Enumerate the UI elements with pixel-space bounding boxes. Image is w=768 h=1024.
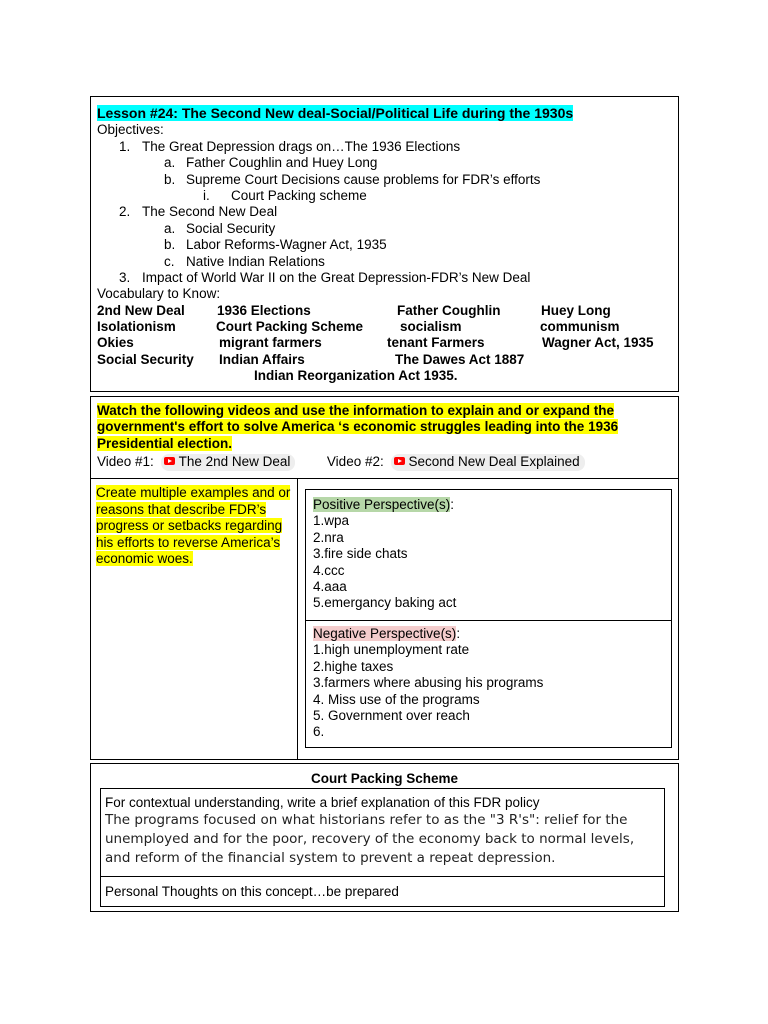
vocab-term: Wagner Act, 1935 [542,334,654,350]
perspectives-prompt-cell [91,479,298,759]
vocab-term: tenant Farmers [387,334,485,350]
list-item: 1.wpa [313,513,350,529]
negative-label: Negative Perspective(s) [313,626,457,641]
vocab-term: 1936 Elections [217,302,311,318]
vocab-table [97,303,672,385]
court-packing-box [90,763,679,912]
list-item: 2.nra [313,529,344,545]
vocab-term: Huey Long [541,302,611,318]
vocab-term: Indian Affairs [219,351,305,367]
videos-box [90,396,679,479]
objective-1b: b. Supreme Court Decisions cause problems for FDR’s efforts [164,171,541,187]
positive-heading: Positive Perspective(s): [313,497,455,512]
videos-instructions: Watch the following videos and use the information to explain and or expand the government's effort to solve America ‘s economic struggles leading into the 1936 Presidential election. [97,403,619,451]
list-item: 6. [313,724,325,740]
vocab-term: Isolationism [97,318,176,334]
vocab-term: Social Security [97,351,194,367]
perspectives-answer-box [305,489,672,748]
court-explanation-cell[interactable] [101,789,664,877]
court-thoughts-cell[interactable] [101,877,664,907]
video-1-label: Video #1: [97,454,154,470]
list-item: 4.aaa [313,579,347,595]
perspectives-prompt: Create multiple examples and or reasons that describe FDR’s progress or setbacks regarding his efforts to reverse America’s economic woes. [96,485,291,566]
video-1-link[interactable]: The 2nd New Deal [161,454,296,470]
lesson-box [90,96,679,392]
vocab-label: Vocabulary to Know: [97,286,221,302]
list-item: 3.fire side chats [313,546,408,562]
objective-2: 2. The Second New Deal [119,204,278,220]
objective-1bi: i. Court Packing scheme [203,188,367,204]
list-item: 4. Miss use of the programs [313,691,480,707]
list-item: 1.high unemployment rate [313,642,470,658]
positive-section[interactable] [306,490,671,621]
vocab-term: Okies [97,334,134,350]
court-answer: The programs focused on what historians refer to as the "3 R's": relief for the unemployed and for the poor, recovery of the economy back to normal levels, and reform of the financial system to prevent a repeat depression. [105,812,635,867]
vocab-term: Indian Reorganization Act 1935. [254,367,458,383]
positive-label: Positive Perspective(s) [313,497,451,512]
objective-1: 1. The Great Depression drags on…The 1936 Elections [119,138,461,154]
court-instruction: For contextual understanding, write a brief explanation of this FDR policy [105,795,540,810]
vocab-term: Father Coughlin [397,302,501,318]
lesson-title-row [97,105,672,122]
list-item: 3.farmers where abusing his programs [313,675,544,691]
objectives-label: Objectives: [97,122,164,138]
objective-3: 3. Impact of World War II on the Great Depression-FDR’s New Deal [119,270,531,286]
vocab-term: 2nd New Deal [97,302,185,318]
negative-heading: Negative Perspective(s): [313,626,461,641]
vocab-term: communism [540,318,620,334]
court-title: Court Packing Scheme [310,771,459,786]
video-links [97,454,672,470]
objective-1a: a. Father Coughlin and Huey Long [164,155,378,171]
vocab-term: The Dawes Act 1887 [395,351,525,367]
objective-2c: c. Native Indian Relations [164,253,325,269]
court-thoughts-label: Personal Thoughts on this concept…be prepared [105,884,399,899]
youtube-icon [394,457,405,465]
list-item: 5.emergancy baking act [313,595,457,611]
lesson-title: Lesson #24: The Second New deal-Social/Political Life during the 1930s [97,105,574,121]
court-inner-box [100,788,665,907]
vocab-term: Court Packing Scheme [216,318,364,334]
perspectives-box [90,478,679,760]
list-item: 5. Government over reach [313,708,470,724]
objective-2b: b. Labor Reforms-Wagner Act, 1935 [164,237,387,253]
video-2-link[interactable]: Second New Deal Explained [391,454,585,470]
negative-section[interactable] [306,621,671,747]
vocab-term: migrant farmers [219,334,322,350]
vocab-term: socialism [400,318,462,334]
list-item: 2.highe taxes [313,658,394,674]
list-item: 4.ccc [313,562,345,578]
video-2-label: Video #2: [326,454,384,470]
objective-2a: a. Social Security [164,220,276,236]
youtube-icon [164,457,175,465]
